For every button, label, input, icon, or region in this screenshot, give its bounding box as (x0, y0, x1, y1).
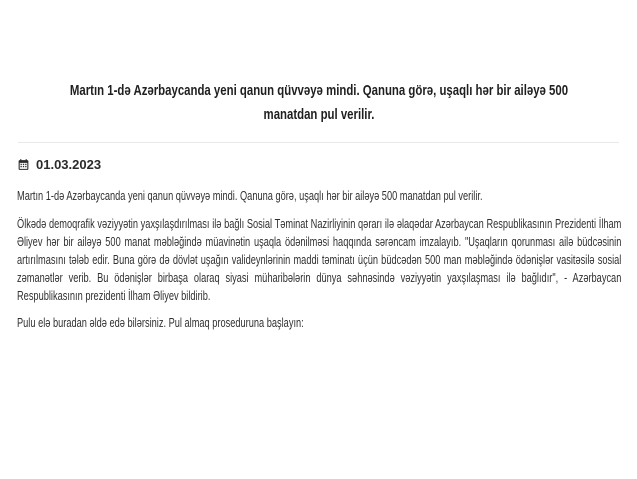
article-paragraph: Ölkədə demoqrafik vəziyyətin yaxşılaşdırılması ilə bağlı Sosial Təminat Nazirliyinin qərarı ilə əlaqədar Azərbaycan Respublikasının Prezidenti İlham Əliyev hər bir ailəyə 500 manat məbləğində müavinətin uşaqla ödənilməsi haqqında sərəncam imzalayıb. "Uşaqların qorunması ailə büdcəsinin artırılmasını tələb edir. Buna görə də dövlət uşağın valideynlərinin maddi təminatı üçün büdcədən 500 man məbləğində ödənişlər vasitəsilə sosial zəmanətlər verib. Bu ödənişlər birbaşa olaraq siyasi müharibələrin dünya səhnəsində vəziyyətin yaxşılaşması ilə bağlıdır", - Azərbaycan Respublikasının prezidenti İlham Əliyev bildirib. (17, 216, 622, 303)
divider (18, 142, 619, 143)
article-paragraph: Martın 1-də Azərbaycanda yeni qanun qüvvəyə mindi. Qanuna görə, uşaqlı hər bir ailəyə 500 manatdan pul verilir. (17, 188, 483, 203)
calendar-icon (17, 158, 30, 171)
article-headline: Martın 1-də Azərbaycanda yeni qanun qüvvəyə mindi. Qanuna görə, uşaqlı hər bir ailəyə 500 manatdan pul verilir. (69, 82, 569, 123)
article-body (17, 187, 621, 332)
article-page (0, 79, 637, 479)
publish-date (17, 157, 620, 172)
article-paragraph: Pulu elə buradan əldə edə bilərsiniz. Pul almaq proseduruna başlayın: (17, 315, 304, 330)
publish-date-text: 01.03.2023 (36, 157, 102, 172)
